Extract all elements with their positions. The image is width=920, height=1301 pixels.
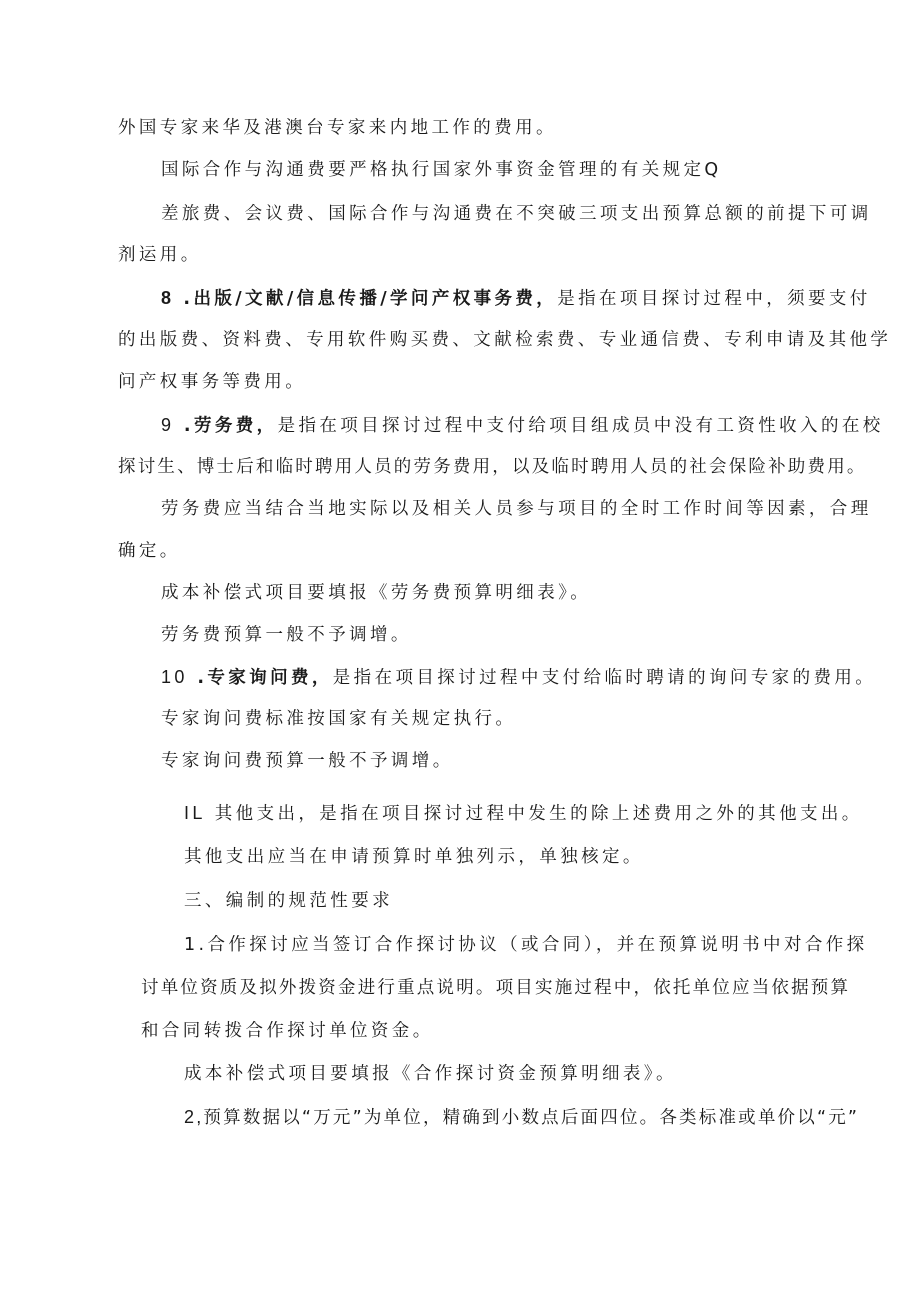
item-description: 是指在项目探讨过程中支付给项目组成员中没有工资性收入的在校 — [277, 416, 884, 436]
item-number: 10 — [161, 667, 188, 687]
paragraph-line: 劳务费预算一般不予调增。 — [161, 625, 412, 645]
item-description: 预算数据以“万元”为单位，精确到小数点后面四位。各类标准或单价以“元” — [203, 1108, 860, 1128]
paragraph-line: 成本补偿式项目要填报《劳务费预算明细表》。 — [161, 583, 592, 603]
paragraph-line — [184, 1105, 859, 1130]
paragraph-line: 确定。 — [118, 541, 181, 561]
paragraph-line: 其他支出应当在申请预算时单独列示，单独核定。 — [184, 847, 644, 867]
paragraph-line: 差旅费、会议费、国际合作与沟通费在不突破三项支出预算总额的前提下可调 — [161, 204, 872, 224]
paragraph-line: 探讨生、博士后和临时聘用人员的劳务费用，以及临时聘用人员的社会保险补助费用。 — [118, 457, 867, 477]
item-title: .出版/文献/信息传播/学问产权事务费， — [183, 289, 558, 309]
item-title: .专家询问费， — [187, 668, 333, 688]
section-heading-line — [161, 413, 884, 438]
section-heading-line — [161, 286, 871, 311]
paragraph-line: 专家询问费标准按国家有关规定执行。 — [161, 709, 517, 729]
section-heading-line — [184, 801, 863, 826]
paragraph-line: 和合同转拨合作探讨单位资金。 — [141, 1021, 434, 1041]
paragraph-line: 劳务费应当结合当地实际以及相关人员参与项目的全时工作时间等因素，合理 — [161, 499, 872, 519]
paragraph-line: 国际合作与沟通费要严格执行国家外事资金管理的有关规定Q — [161, 160, 722, 180]
item-description: 是指在项目探讨过程中支付给临时聘请的询问专家的费用。 — [332, 668, 877, 688]
section-heading-line — [161, 665, 876, 690]
paragraph-line: 的出版费、资料费、专用软件购买费、文献检索费、专业通信费、专利申请及其他学 — [118, 330, 892, 350]
item-number: IL — [184, 803, 206, 823]
item-number: 2, — [184, 1107, 204, 1127]
paragraph-line: 成本补偿式项目要填报《合作探讨资金预算明细表》。 — [184, 1064, 677, 1084]
section-heading: 三、编制的规范性要求 — [184, 891, 393, 911]
item-number: 9 — [161, 415, 175, 435]
paragraph-line: 外国专家来华及港澳台专家来内地工作的费用。 — [118, 118, 557, 138]
paragraph-line: 问产权事务等费用。 — [118, 372, 307, 392]
item-description: 是指在项目探讨过程中，须要支付 — [557, 289, 871, 309]
item-title: .劳务费， — [174, 416, 278, 436]
paragraph-line: 讨单位资质及拟外拨资金进行重点说明。项目实施过程中，依托单位应当依据预算 — [141, 978, 851, 998]
item-number: 8 — [161, 288, 175, 308]
item-description: 其他支出，是指在项目探讨过程中发生的除上述费用之外的其他支出。 — [205, 804, 863, 824]
paragraph-line: 剂运用。 — [118, 245, 202, 265]
paragraph-line: 专家询问费预算一般不予调增。 — [161, 751, 454, 771]
paragraph-line: 1.合作探讨应当签订合作探讨协议（或合同），并在预算说明书中对合作探 — [184, 935, 868, 955]
